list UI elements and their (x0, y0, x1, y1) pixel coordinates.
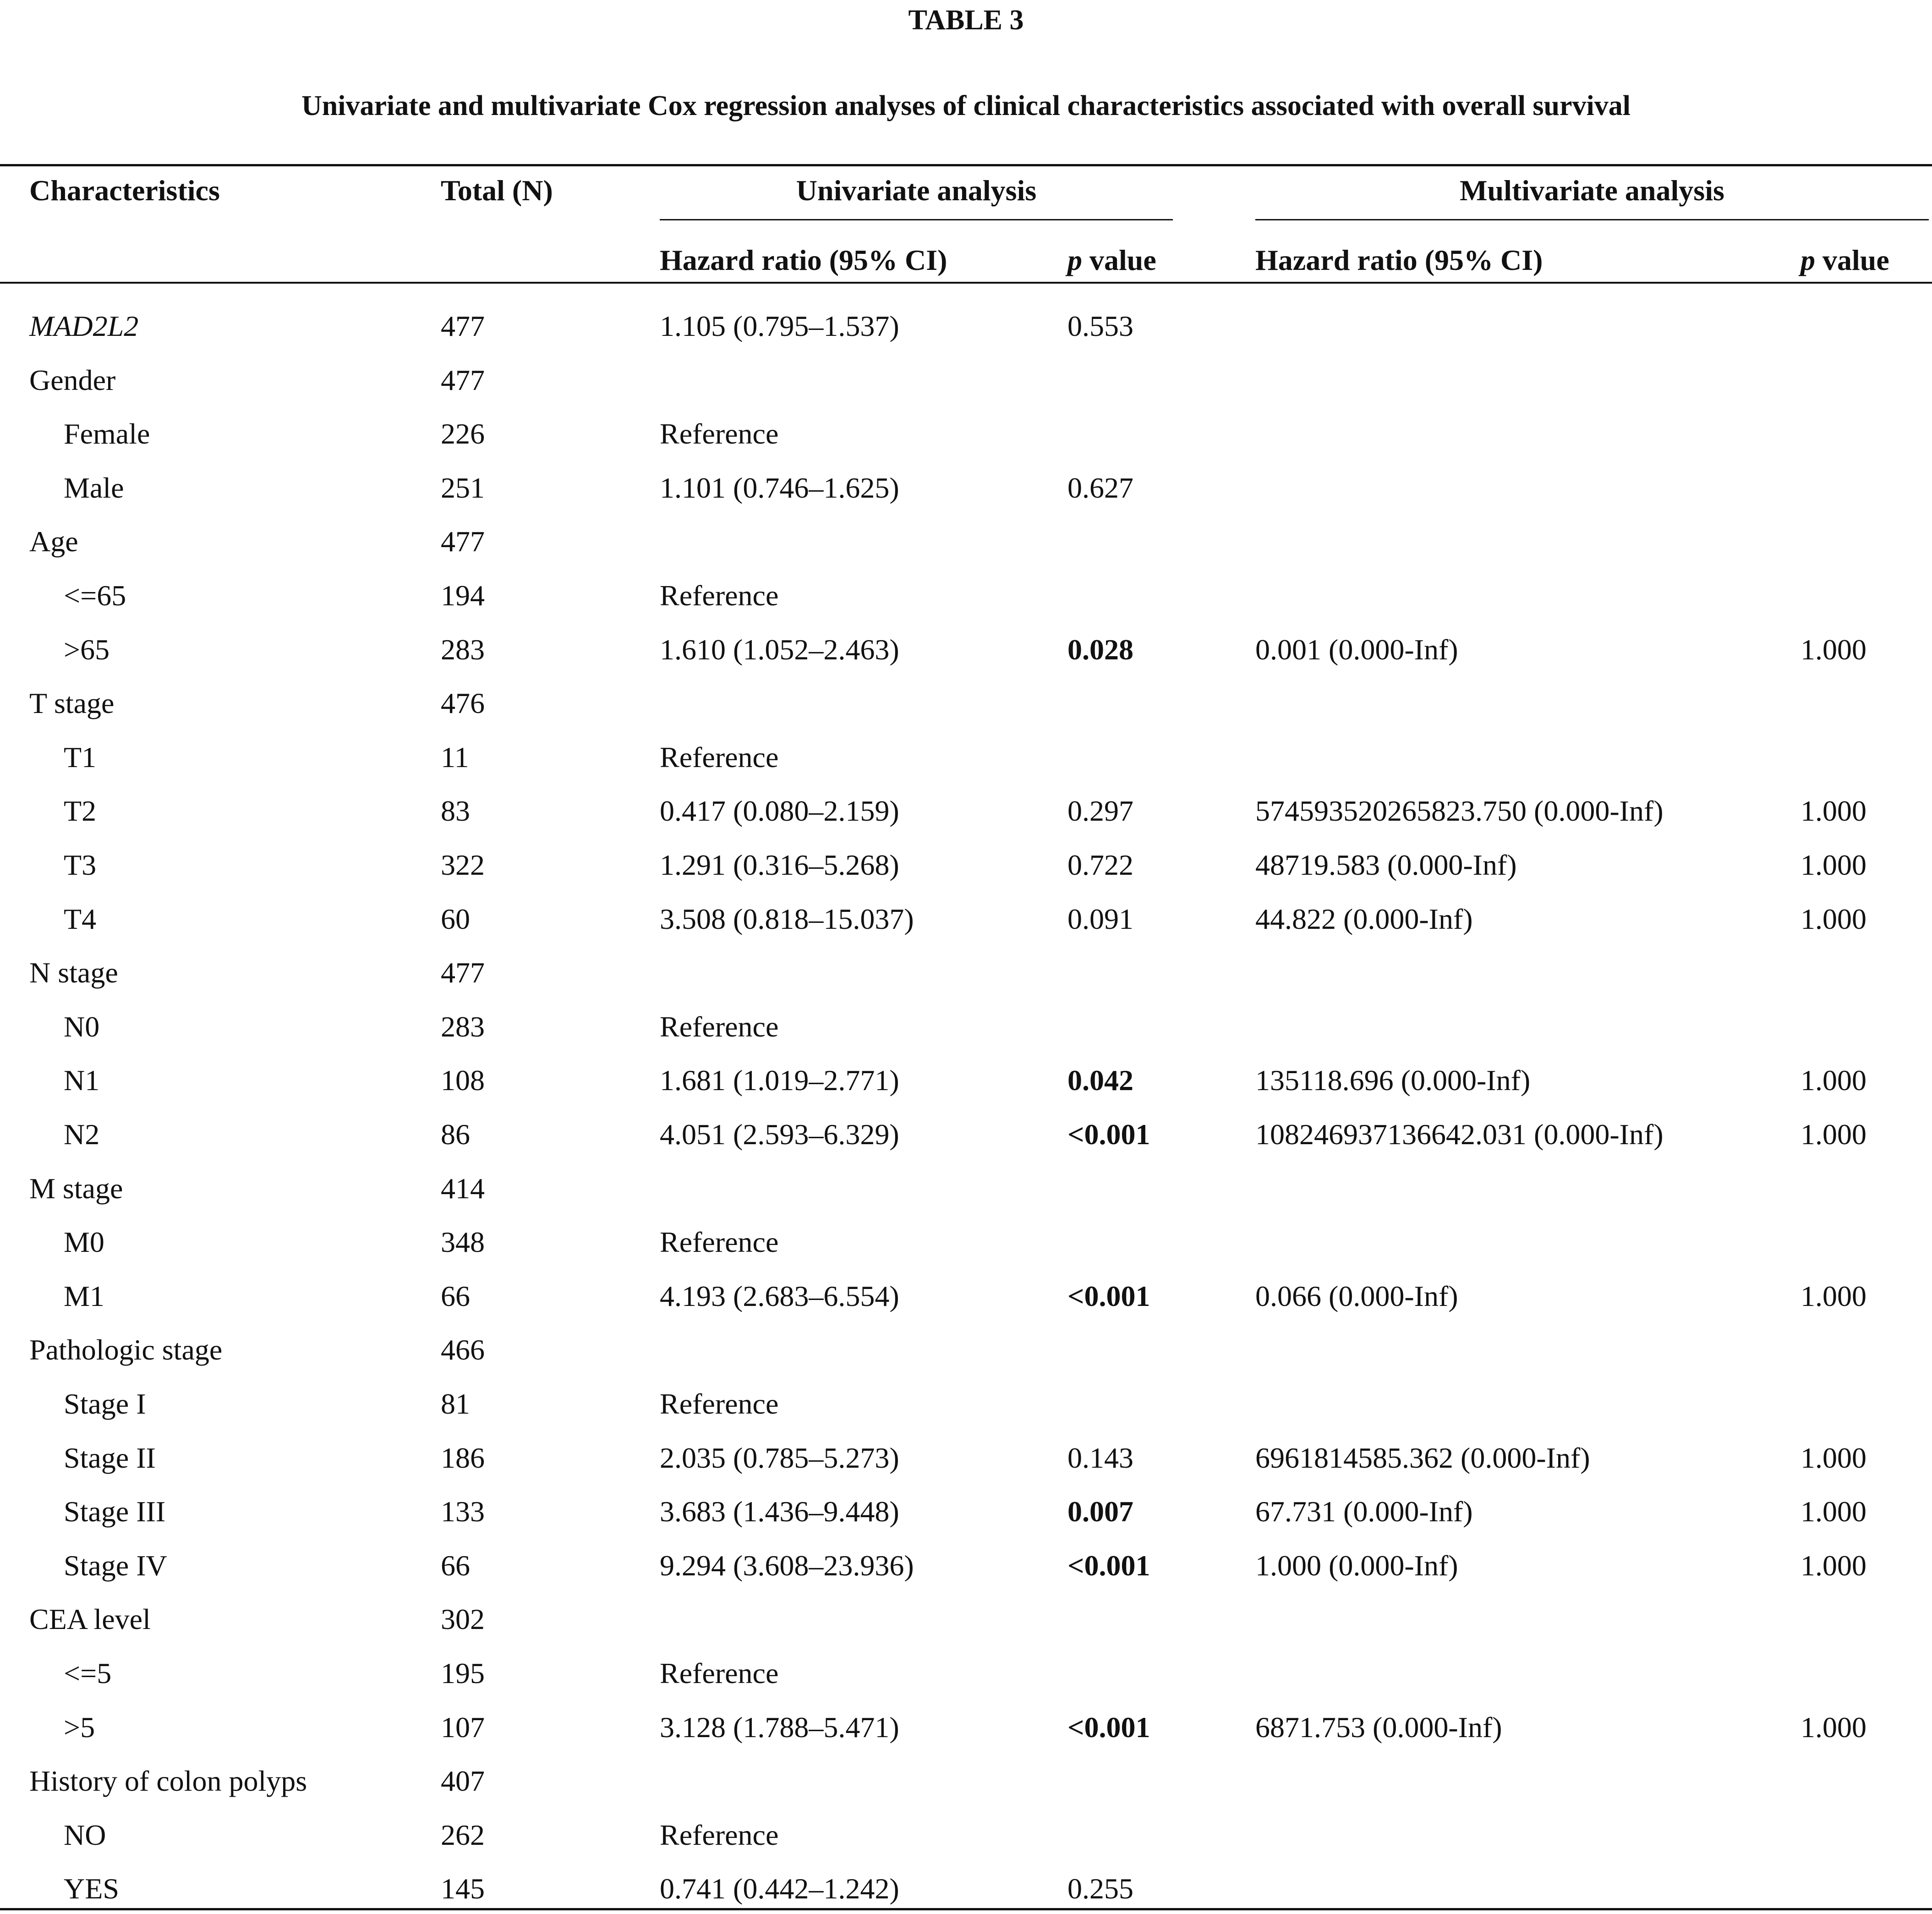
row-characteristic: Pathologic stage (29, 1333, 223, 1366)
row-total: 466 (441, 1333, 485, 1366)
row-characteristic: Stage IV (64, 1549, 167, 1582)
row-p-univariate: <0.001 (1067, 1711, 1150, 1744)
row-hr-univariate: 1.101 (0.746–1.625) (660, 472, 899, 504)
p-value-word: value (1815, 244, 1889, 276)
row-total: 477 (441, 364, 485, 396)
row-characteristic: T1 (64, 741, 97, 773)
row-p-univariate: 0.553 (1067, 310, 1133, 342)
row-characteristic: N stage (29, 956, 118, 989)
row-p-multivariate: 1.000 (1801, 1442, 1866, 1474)
row-total: 145 (441, 1872, 485, 1905)
row-hr-univariate: Reference (660, 1388, 779, 1420)
row-characteristic: N1 (64, 1064, 100, 1097)
row-total: 86 (441, 1118, 470, 1151)
row-p-multivariate: 1.000 (1801, 1118, 1866, 1151)
row-characteristic: Stage I (64, 1388, 146, 1420)
row-characteristic: Stage III (64, 1495, 166, 1528)
row-p-univariate: 0.028 (1067, 633, 1133, 666)
row-characteristic: >65 (64, 633, 110, 666)
row-total: 66 (441, 1549, 470, 1582)
univariate-subrule (660, 219, 1173, 220)
row-p-univariate: <0.001 (1067, 1118, 1150, 1151)
multivariate-subrule (1255, 219, 1929, 220)
row-characteristic: Female (64, 417, 150, 450)
row-characteristic: T3 (64, 849, 97, 881)
row-total: 283 (441, 1010, 485, 1043)
row-hr-multivariate: 574593520265823.750 (0.000-Inf) (1255, 795, 1664, 827)
row-p-univariate: 0.722 (1067, 849, 1133, 881)
row-total: 186 (441, 1442, 485, 1474)
row-characteristic: M0 (64, 1226, 104, 1258)
row-hr-univariate: Reference (660, 417, 779, 450)
row-p-univariate: 0.627 (1067, 472, 1133, 504)
row-p-univariate: <0.001 (1067, 1280, 1150, 1312)
row-hr-multivariate: 1.000 (0.000-Inf) (1255, 1549, 1458, 1582)
row-total: 348 (441, 1226, 485, 1258)
row-p-multivariate: 1.000 (1801, 1280, 1866, 1312)
row-characteristic: MAD2L2 (29, 310, 139, 342)
row-characteristic: T stage (29, 687, 115, 719)
row-characteristic: M1 (64, 1280, 104, 1312)
row-hr-multivariate: 6871.753 (0.000-Inf) (1255, 1711, 1502, 1744)
bottom-rule (0, 1908, 1932, 1910)
row-hr-univariate: 1.681 (1.019–2.771) (660, 1064, 899, 1097)
row-characteristic: N2 (64, 1118, 100, 1151)
row-p-univariate: 0.255 (1067, 1872, 1133, 1905)
row-hr-univariate: Reference (660, 1010, 779, 1043)
row-hr-univariate: Reference (660, 741, 779, 773)
row-p-multivariate: 1.000 (1801, 1711, 1866, 1744)
table-caption: Univariate and multivariate Cox regression analyses of clinical characteristics associated with overall survival (301, 90, 1631, 121)
row-total: 133 (441, 1495, 485, 1528)
row-p-univariate: 0.007 (1067, 1495, 1133, 1528)
row-characteristic: History of colon polyps (29, 1765, 307, 1797)
row-total: 251 (441, 472, 485, 504)
row-hr-multivariate: 108246937136642.031 (0.000-Inf) (1255, 1118, 1664, 1151)
row-characteristic: T2 (64, 795, 97, 827)
row-total: 302 (441, 1603, 485, 1635)
row-hr-univariate: 1.105 (0.795–1.537) (660, 310, 899, 342)
row-total: 476 (441, 687, 485, 719)
row-hr-univariate: 0.741 (0.442–1.242) (660, 1872, 899, 1905)
row-p-multivariate: 1.000 (1801, 795, 1866, 827)
row-p-multivariate: 1.000 (1801, 633, 1866, 666)
top-rule (0, 164, 1932, 166)
header-hr-multivariate: Hazard ratio (95% CI) (1255, 244, 1543, 276)
row-hr-univariate: 4.051 (2.593–6.329) (660, 1118, 899, 1151)
row-hr-univariate: Reference (660, 1819, 779, 1851)
p-value-word: value (1082, 244, 1156, 276)
row-characteristic: CEA level (29, 1603, 151, 1635)
row-total: 66 (441, 1280, 470, 1312)
row-p-univariate: <0.001 (1067, 1549, 1150, 1582)
row-hr-univariate: 2.035 (0.785–5.273) (660, 1442, 899, 1474)
row-p-univariate: 0.297 (1067, 795, 1133, 827)
row-hr-multivariate: 48719.583 (0.000-Inf) (1255, 849, 1517, 881)
row-hr-univariate: 0.417 (0.080–2.159) (660, 795, 899, 827)
row-total: 477 (441, 956, 485, 989)
row-characteristic: N0 (64, 1010, 100, 1043)
row-p-univariate: 0.042 (1067, 1064, 1133, 1097)
row-total: 262 (441, 1819, 485, 1851)
header-p-univariate (1067, 243, 1156, 278)
row-total: 11 (441, 741, 469, 773)
header-p-multivariate (1801, 243, 1889, 278)
row-total: 60 (441, 903, 470, 935)
table-label: TABLE 3 (908, 5, 1024, 36)
row-total: 407 (441, 1765, 485, 1797)
row-characteristic: T4 (64, 903, 97, 935)
row-hr-univariate: 4.193 (2.683–6.554) (660, 1280, 899, 1312)
row-hr-univariate: Reference (660, 1226, 779, 1258)
row-total: 322 (441, 849, 485, 881)
row-hr-univariate: 3.128 (1.788–5.471) (660, 1711, 899, 1744)
row-p-multivariate: 1.000 (1801, 903, 1866, 935)
row-characteristic: Male (64, 472, 124, 504)
row-characteristic: <=65 (64, 579, 126, 612)
row-hr-univariate: Reference (660, 579, 779, 612)
header-rule (0, 282, 1932, 284)
row-hr-univariate: 3.683 (1.436–9.448) (660, 1495, 899, 1528)
row-hr-multivariate: 6961814585.362 (0.000-Inf) (1255, 1442, 1590, 1474)
row-total: 108 (441, 1064, 485, 1097)
header-univariate: Univariate analysis (796, 174, 1037, 207)
header-characteristics: Characteristics (29, 174, 220, 207)
row-characteristic: Age (29, 525, 78, 558)
row-characteristic: Gender (29, 364, 116, 396)
row-total: 283 (441, 633, 485, 666)
row-total: 83 (441, 795, 470, 827)
row-hr-univariate: 1.610 (1.052–2.463) (660, 633, 899, 666)
row-total: 414 (441, 1172, 485, 1205)
header-hr-univariate: Hazard ratio (95% CI) (660, 244, 947, 276)
row-hr-multivariate: 0.001 (0.000-Inf) (1255, 633, 1458, 666)
row-hr-univariate: 9.294 (3.608–23.936) (660, 1549, 914, 1582)
p-italic: p (1801, 244, 1815, 276)
row-p-univariate: 0.143 (1067, 1442, 1133, 1474)
row-total: 477 (441, 525, 485, 558)
p-italic: p (1067, 244, 1082, 276)
row-characteristic: <=5 (64, 1657, 112, 1689)
row-characteristic: M stage (29, 1172, 123, 1205)
row-total: 81 (441, 1388, 470, 1420)
row-characteristic: Stage II (64, 1442, 156, 1474)
row-total: 195 (441, 1657, 485, 1689)
row-characteristic: >5 (64, 1711, 95, 1744)
row-total: 477 (441, 310, 485, 342)
row-total: 226 (441, 417, 485, 450)
row-hr-univariate: 1.291 (0.316–5.268) (660, 849, 899, 881)
row-p-multivariate: 1.000 (1801, 1064, 1866, 1097)
row-p-univariate: 0.091 (1067, 903, 1133, 935)
row-p-multivariate: 1.000 (1801, 1549, 1866, 1582)
row-hr-multivariate: 135118.696 (0.000-Inf) (1255, 1064, 1531, 1097)
header-total: Total (N) (441, 174, 553, 207)
row-total: 107 (441, 1711, 485, 1744)
header-multivariate: Multivariate analysis (1460, 174, 1724, 207)
row-hr-multivariate: 67.731 (0.000-Inf) (1255, 1495, 1473, 1528)
row-p-multivariate: 1.000 (1801, 849, 1866, 881)
row-hr-multivariate: 0.066 (0.000-Inf) (1255, 1280, 1458, 1312)
row-characteristic: YES (64, 1872, 119, 1905)
row-total: 194 (441, 579, 485, 612)
row-characteristic: NO (64, 1819, 106, 1851)
row-hr-multivariate: 44.822 (0.000-Inf) (1255, 903, 1473, 935)
row-p-multivariate: 1.000 (1801, 1495, 1866, 1528)
row-hr-univariate: 3.508 (0.818–15.037) (660, 903, 914, 935)
row-hr-univariate: Reference (660, 1657, 779, 1689)
